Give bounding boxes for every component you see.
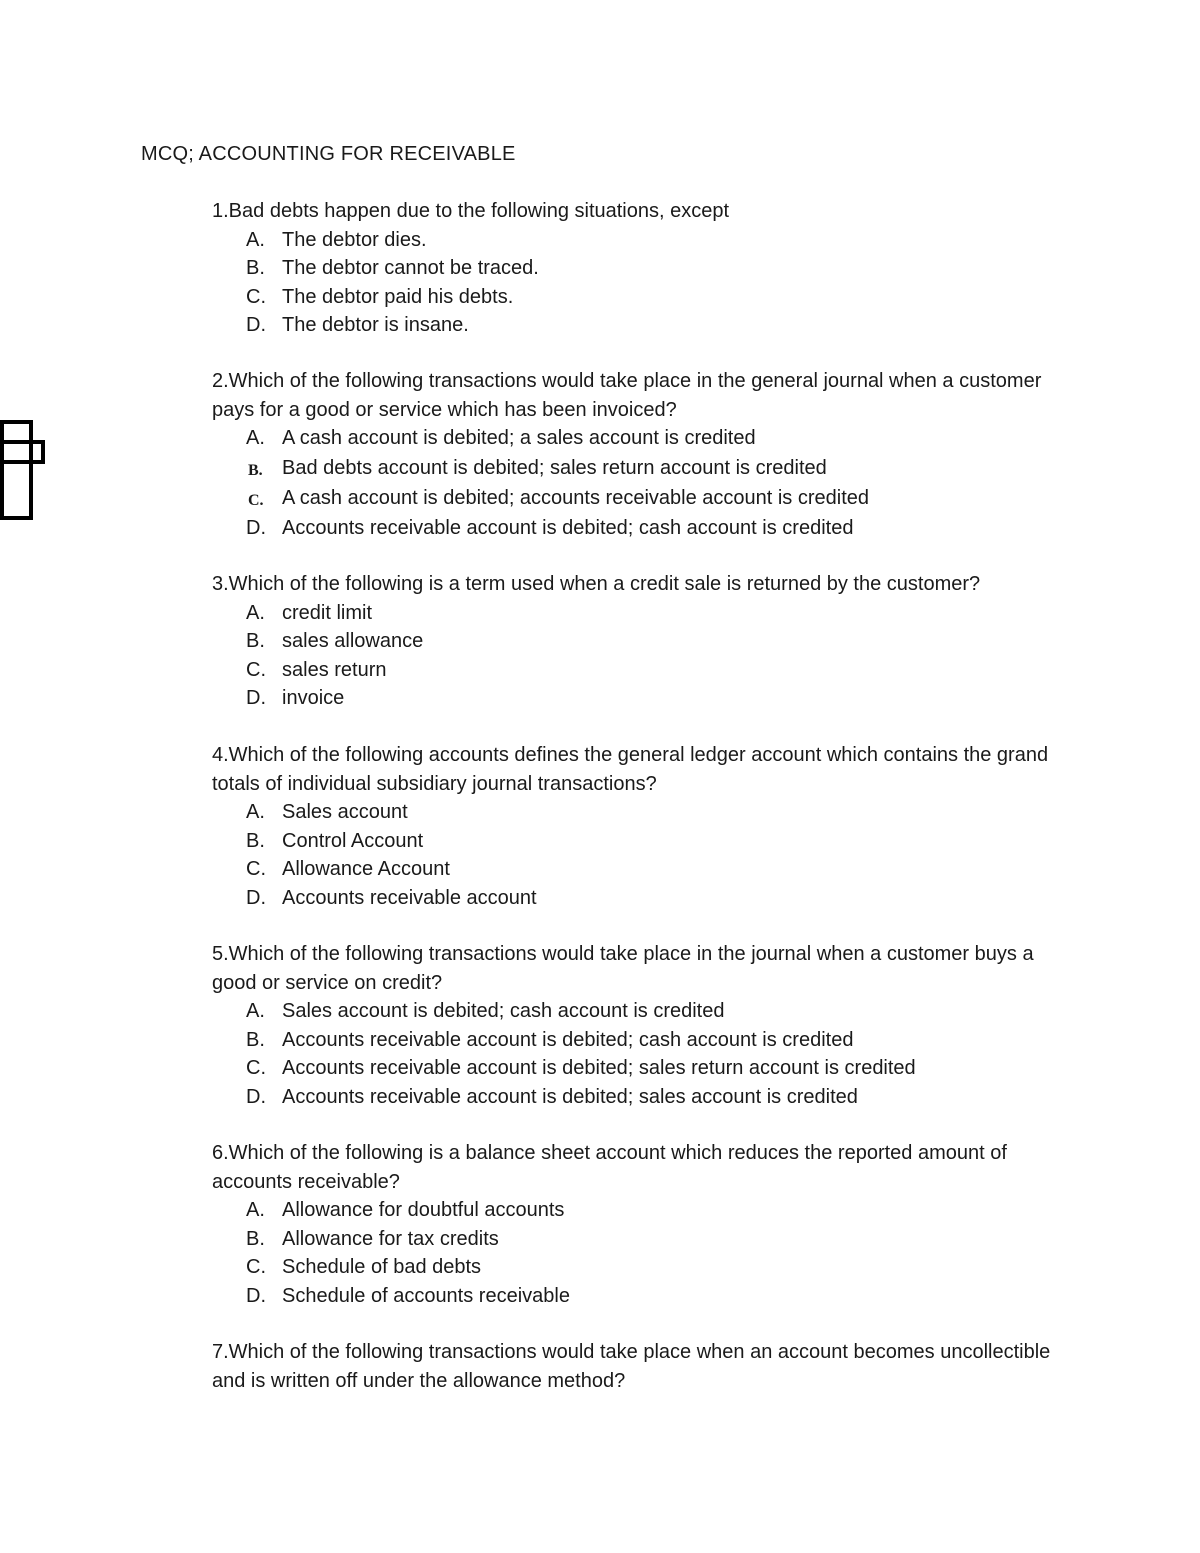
option-c[interactable] <box>212 656 1072 685</box>
option-letter: B. <box>246 1227 265 1250</box>
question-4 <box>212 741 1072 912</box>
options-list <box>212 1196 1072 1310</box>
options-list <box>212 997 1072 1111</box>
option-text: A cash account is debited; accounts receivable account is credited <box>282 487 870 509</box>
option-c[interactable] <box>212 855 1072 884</box>
option-letter: D. <box>246 886 266 909</box>
question-text: 2.Which of the following transactions would take place in the general journal when a customer pays for a good or service which has been invoiced? <box>212 370 1042 421</box>
option-letter: C. <box>246 858 266 880</box>
option-letter: A. <box>246 427 265 449</box>
page-title: MCQ; ACCOUNTING FOR RECEIVABLE <box>141 143 516 165</box>
option-c[interactable] <box>212 483 1072 514</box>
option-b[interactable] <box>212 1225 1072 1254</box>
option-text: Sales account is debited; cash account is credited <box>282 1000 725 1022</box>
option-a[interactable] <box>212 599 1072 628</box>
option-letter: C. <box>248 492 264 509</box>
option-letter: B. <box>246 630 265 652</box>
option-text: Sales account <box>282 801 408 823</box>
option-c[interactable] <box>212 1253 1072 1282</box>
option-text: Schedule of bad debts <box>282 1256 482 1278</box>
option-b[interactable] <box>212 627 1072 656</box>
option-d[interactable] <box>212 1282 1072 1311</box>
question-text: 5.Which of the following transactions would take place in the journal when a customer buys a good or service on credit? <box>212 943 1034 994</box>
question-3 <box>212 570 1072 713</box>
option-a[interactable] <box>212 798 1072 827</box>
option-letter: B. <box>246 1028 265 1051</box>
question-2 <box>212 367 1072 542</box>
option-letter: D. <box>246 314 266 336</box>
option-text: Accounts receivable account is debited; cash account is credited <box>282 516 854 539</box>
option-b[interactable] <box>212 1026 1072 1055</box>
option-letter: A. <box>246 601 265 624</box>
margin-bracket-mark <box>0 420 46 520</box>
option-text: The debtor paid his debts. <box>282 285 514 308</box>
option-letter: D. <box>246 1085 266 1108</box>
option-d[interactable] <box>212 884 1072 913</box>
option-text: Accounts receivable account is debited; sales return account is credited <box>282 1057 916 1079</box>
question-text: 7.Which of the following transactions would take place when an account becomes uncollectible and is written off under the allowance method? <box>212 1341 1051 1392</box>
option-text: Allowance Account <box>282 858 450 880</box>
option-b[interactable] <box>212 254 1072 283</box>
option-text: Control Account <box>282 829 424 852</box>
option-d[interactable] <box>212 311 1072 340</box>
question-1 <box>212 197 1072 340</box>
options-list <box>212 424 1072 542</box>
option-text: A cash account is debited; a sales account is credited <box>282 427 756 449</box>
option-letter: A. <box>246 1199 265 1221</box>
option-letter: D. <box>246 1284 266 1307</box>
question-text: 1.Bad debts happen due to the following situations, except <box>212 200 730 222</box>
option-b[interactable] <box>212 827 1072 856</box>
option-text: The debtor cannot be traced. <box>282 257 539 279</box>
option-text: credit limit <box>282 601 373 624</box>
option-a[interactable] <box>212 424 1072 453</box>
option-letter: A. <box>246 228 265 251</box>
option-letter: A. <box>246 801 265 823</box>
option-d[interactable] <box>212 514 1072 543</box>
option-letter: C. <box>246 1256 266 1278</box>
options-list <box>212 226 1072 340</box>
question-5 <box>212 940 1072 1111</box>
option-a[interactable] <box>212 997 1072 1026</box>
question-6 <box>212 1139 1072 1310</box>
question-text: 4.Which of the following accounts defines the general ledger account which contains the grand totals of individual subsidiary journal transactions? <box>212 744 1049 795</box>
options-list <box>212 599 1072 713</box>
option-text: Allowance for doubtful accounts <box>282 1199 565 1221</box>
option-text: The debtor is insane. <box>282 314 469 336</box>
question-text: 6.Which of the following is a balance sheet account which reduces the reported amount of accounts receivable? <box>212 1142 1007 1193</box>
option-text: Accounts receivable account is debited; cash account is credited <box>282 1028 854 1051</box>
option-text: Schedule of accounts receivable <box>282 1284 570 1307</box>
option-letter: C. <box>246 658 266 681</box>
option-letter: A. <box>246 1000 265 1022</box>
option-text: sales allowance <box>282 630 424 652</box>
option-letter: C. <box>246 1057 266 1079</box>
option-text: The debtor dies. <box>282 228 427 251</box>
option-letter: B. <box>246 257 265 279</box>
option-letter: B. <box>246 829 265 852</box>
option-text: Allowance for tax credits <box>282 1227 499 1250</box>
option-text: Bad debts account is debited; sales return account is credited <box>282 456 827 479</box>
option-c[interactable] <box>212 1054 1072 1083</box>
option-d[interactable] <box>212 1083 1072 1112</box>
option-letter: D. <box>246 516 266 539</box>
options-list <box>212 798 1072 912</box>
option-c[interactable] <box>212 283 1072 312</box>
option-letter: B. <box>248 461 263 479</box>
option-text: Accounts receivable account is debited; sales account is credited <box>282 1085 858 1108</box>
option-letter: D. <box>246 687 266 709</box>
option-text: invoice <box>282 687 345 709</box>
option-d[interactable] <box>212 684 1072 713</box>
question-7 <box>212 1338 1072 1395</box>
option-text: Accounts receivable account <box>282 886 537 909</box>
option-a[interactable] <box>212 226 1072 255</box>
option-b[interactable] <box>212 453 1072 484</box>
option-text: sales return <box>282 658 387 681</box>
option-letter: C. <box>246 285 266 308</box>
question-text: 3.Which of the following is a term used when a credit sale is returned by the customer? <box>212 573 981 595</box>
option-a[interactable] <box>212 1196 1072 1225</box>
